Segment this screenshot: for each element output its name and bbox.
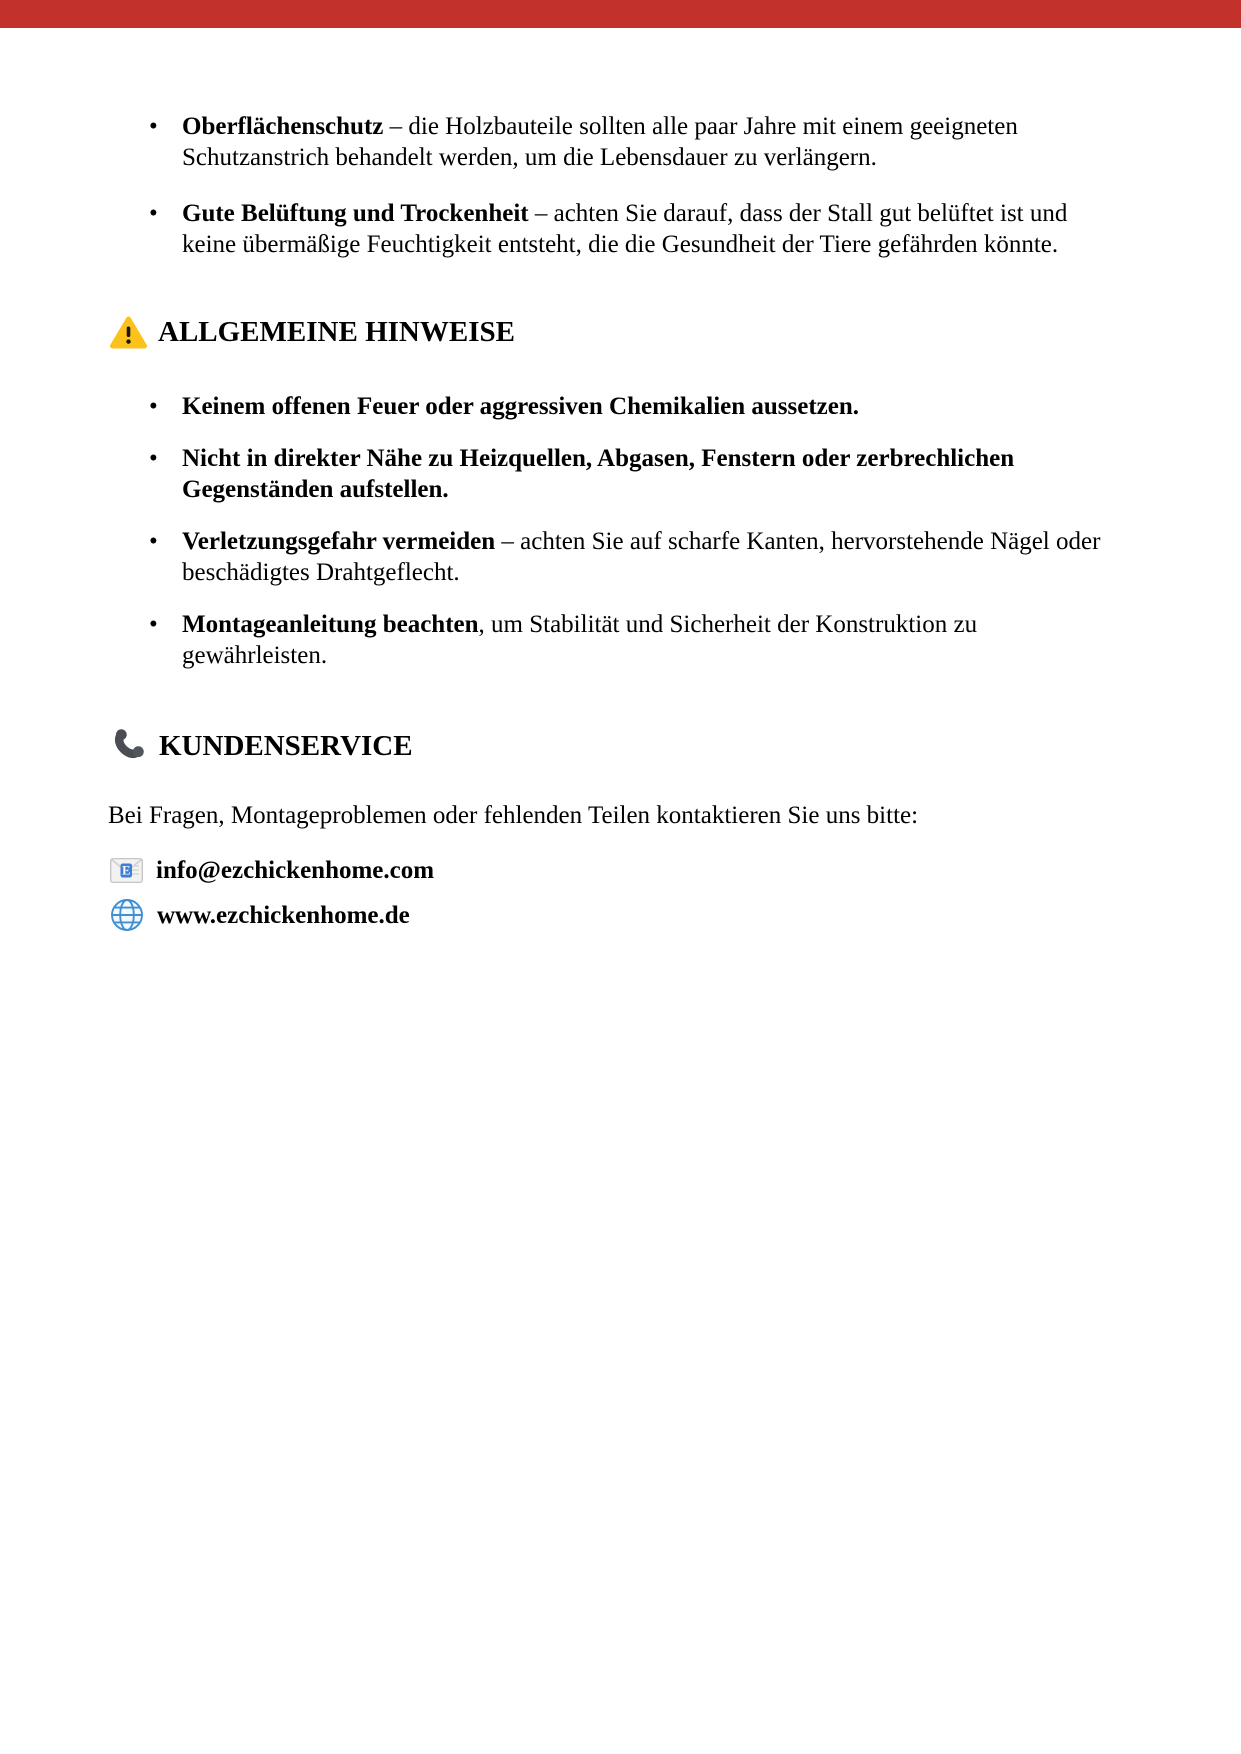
bullet-lead: Montageanleitung beachten: [182, 611, 479, 638]
list-item: [107, 443, 1241, 505]
bullet-line: [182, 229, 1241, 260]
bullet-lead: Gute Belüftung und Trockenheit: [182, 200, 529, 227]
bullet-line: [182, 443, 1241, 474]
website-link[interactable]: www.ezchickenhome.de: [157, 901, 410, 929]
bullet-line: beschädigtes Drahtgeflecht.: [182, 559, 460, 586]
section-heading-kundenservice: [106, 725, 1241, 767]
bullet-text: Schutzanstrich behandelt werden, um die Lebensdauer zu verlängern.: [182, 144, 877, 171]
bullet-lead: Nicht in direkter Nähe zu Heizquellen, Abgasen, Fenstern oder zerbrechlichen: [182, 445, 1015, 472]
maintenance-bullet-list: [107, 111, 1241, 260]
bullet-lead: Oberflächenschutz: [182, 113, 384, 140]
email-envelope-icon: [110, 858, 143, 883]
warning-triangle-icon: [110, 316, 147, 349]
email-link[interactable]: info@ezchickenhome.com: [156, 857, 435, 884]
section-heading-hinweise: [110, 314, 1241, 350]
bullet-line: [182, 391, 1241, 422]
bullet-line: Gegenständen aufstellen.: [182, 476, 449, 503]
email-row: [110, 855, 1241, 886]
section-title: ALLGEMEINE HINWEISE: [158, 316, 515, 348]
hinweise-bullet-list: [107, 391, 1241, 671]
bullet-line: [182, 142, 1241, 173]
list-item: [107, 526, 1241, 588]
list-item: [107, 198, 1241, 260]
bullet-line: [182, 609, 1241, 640]
website-row: [110, 898, 1241, 932]
bullet-text: – achten Sie auf scharfe Kanten, hervorstehende Nägel oder: [495, 528, 1101, 555]
bullet-lead: Verletzungsgefahr vermeiden: [182, 528, 496, 555]
kundenservice-intro: Bei Fragen, Montageproblemen oder fehlenden Teilen kontaktieren Sie uns bitte:: [108, 802, 919, 829]
bullet-text: , um Stabilität und Sicherheit der Konstruktion zu: [478, 611, 978, 638]
list-item: [107, 609, 1241, 671]
bullet-lead: Keinem offenen Feuer oder aggressiven Chemikalien aussetzen.: [182, 393, 860, 420]
bullet-text: – achten Sie darauf, dass der Stall gut belüftet ist und: [528, 200, 1068, 227]
globe-icon: [110, 898, 144, 932]
bullet-line: gewährleisten.: [182, 642, 328, 669]
section-title: KUNDENSERVICE: [159, 730, 413, 762]
bullet-line: [182, 526, 1241, 557]
bullet-text: – die Holzbauteile sollten alle paar Jahre mit einem geeigneten: [383, 113, 1018, 140]
bullet-line: [182, 198, 1241, 229]
page-top-bar: [0, 0, 1241, 28]
bullet-text: keine übermäßige Feuchtigkeit entsteht, die die Gesundheit der Tiere gefährden könnte.: [182, 231, 1059, 258]
list-item: [107, 391, 1241, 422]
list-item: [107, 111, 1241, 173]
phone-receiver-icon: [106, 725, 148, 767]
svg-text:E: E: [122, 863, 131, 878]
bullet-line: [182, 111, 1241, 142]
